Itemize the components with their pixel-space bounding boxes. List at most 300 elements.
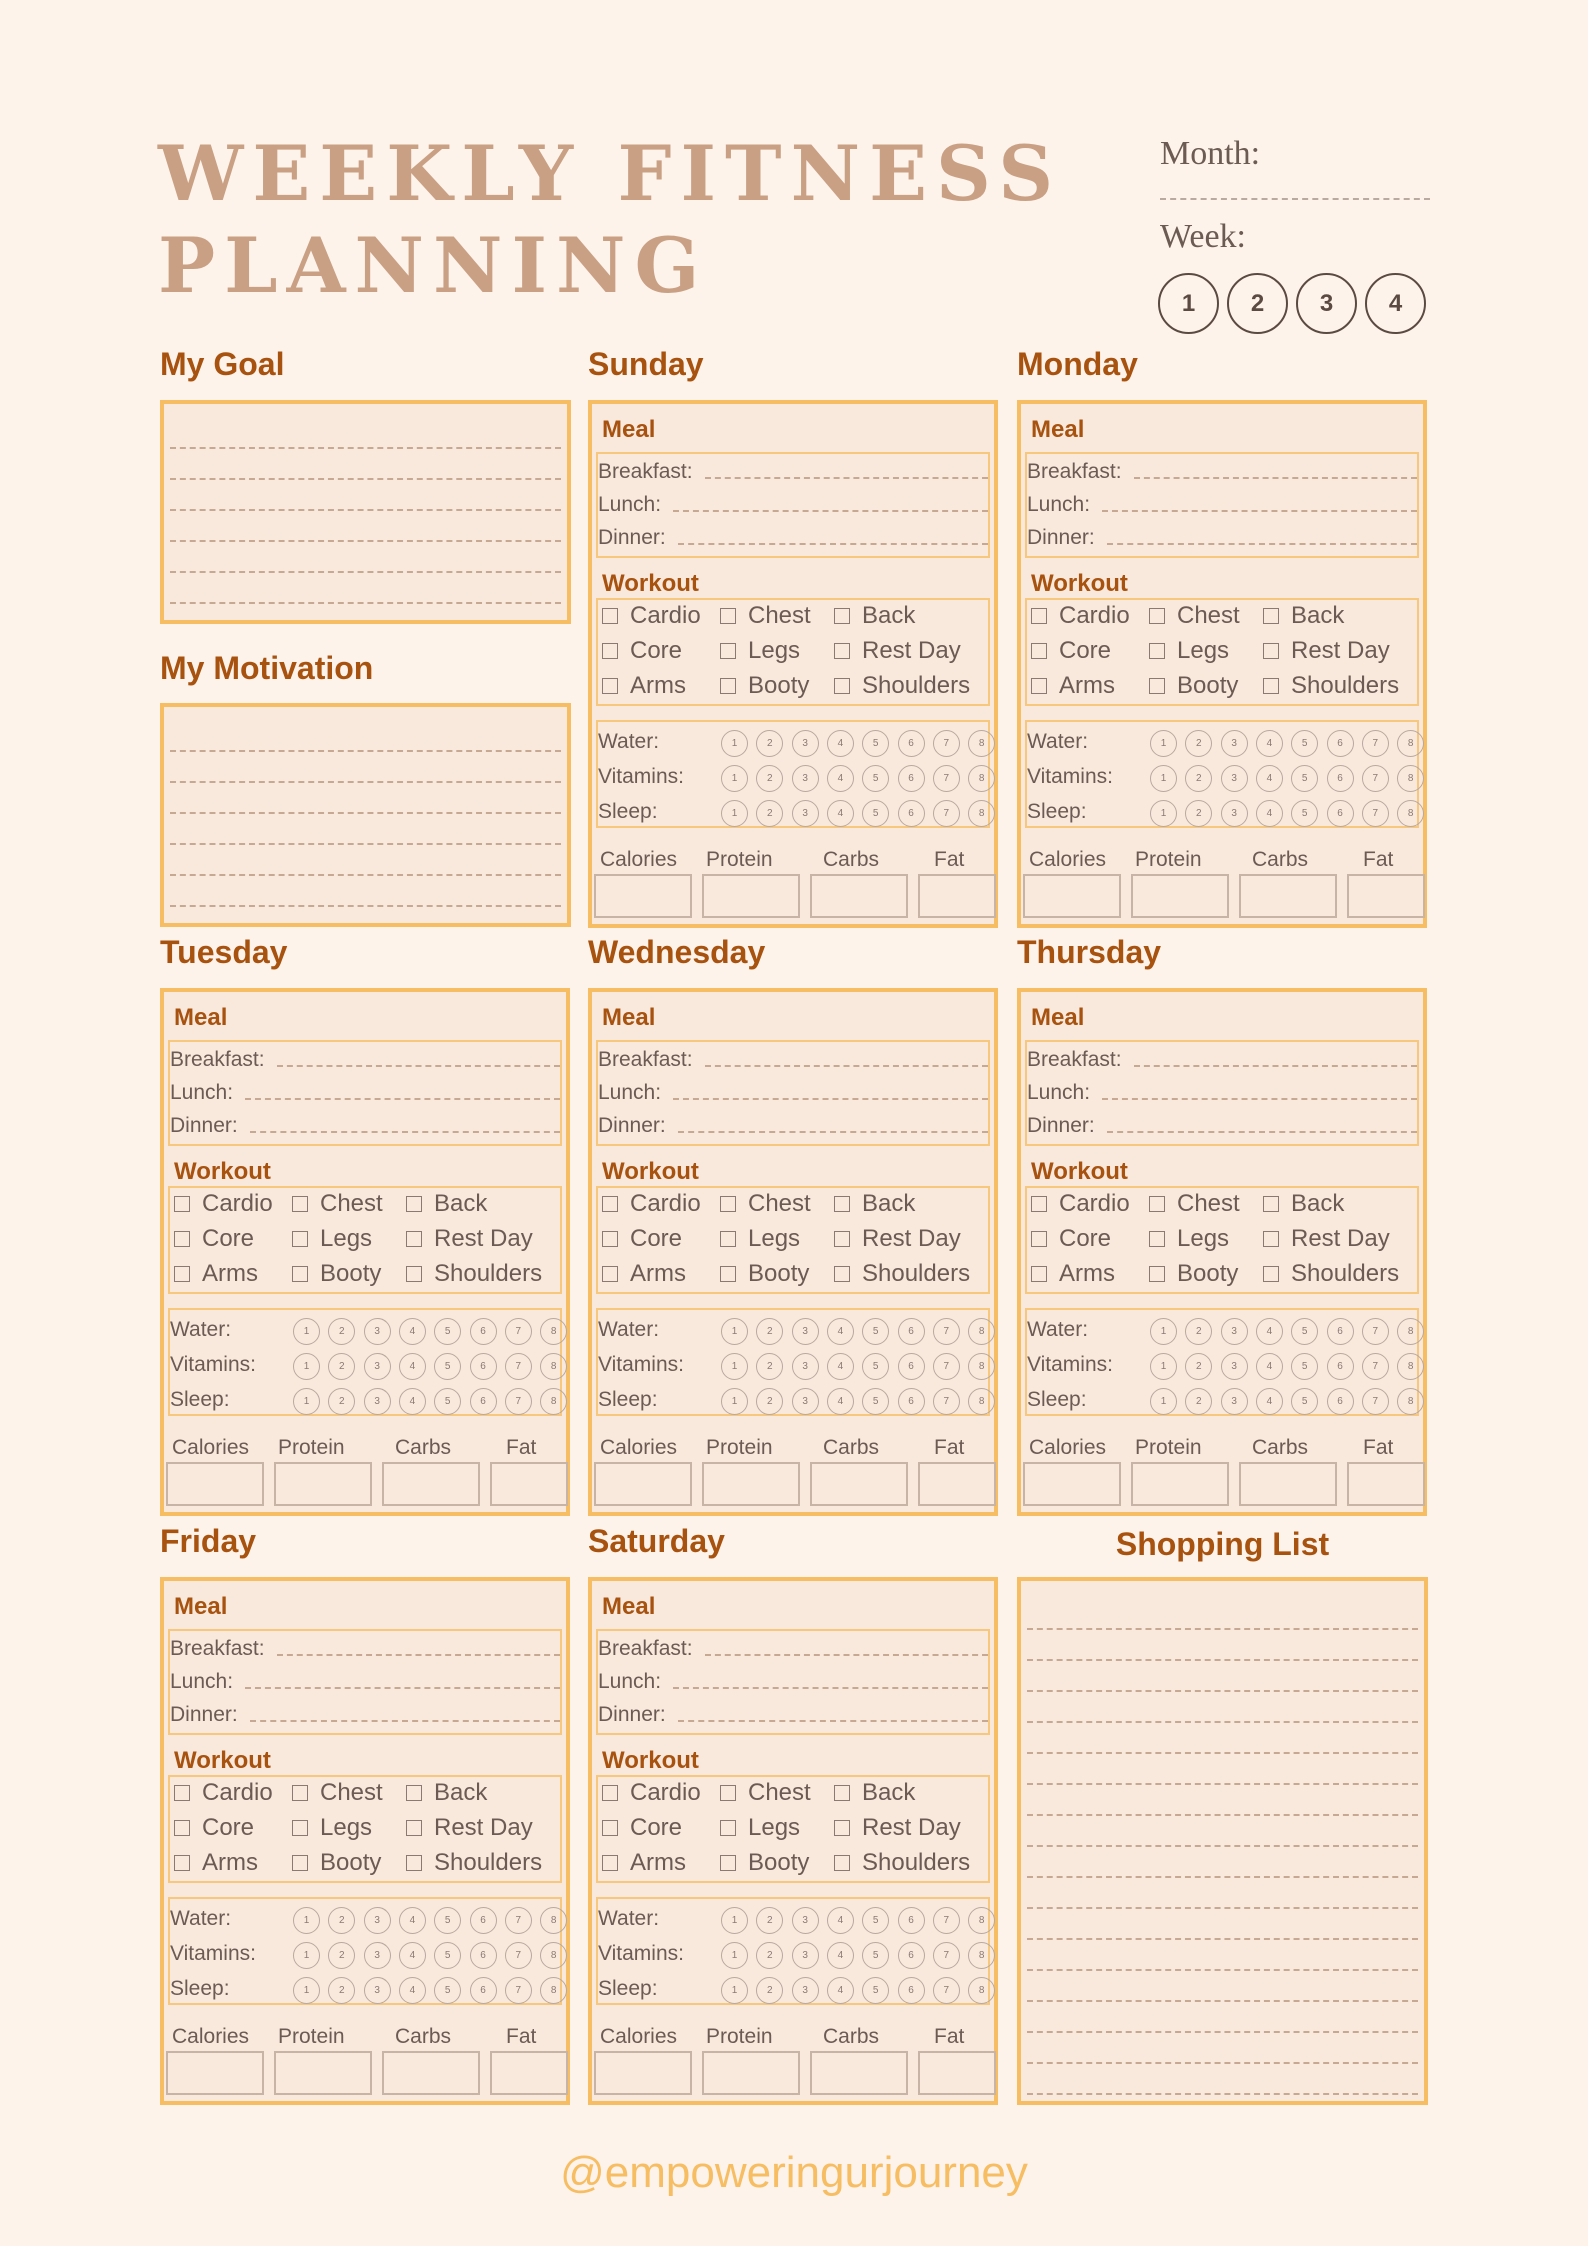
workout-option-arms[interactable]: [174, 1849, 258, 1877]
workout-option-legs[interactable]: [292, 1225, 372, 1253]
tracker-circle[interactable]: 1: [721, 800, 748, 827]
checkbox[interactable]: [602, 1231, 618, 1247]
writing-line[interactable]: [170, 449, 561, 480]
tracker-circle[interactable]: 8: [968, 765, 995, 792]
workout-option-back[interactable]: [834, 1190, 915, 1218]
checkbox[interactable]: [602, 608, 618, 624]
lunch-input[interactable]: [1102, 1081, 1417, 1100]
checkbox[interactable]: [406, 1266, 422, 1282]
tracker-circle[interactable]: 1: [1150, 1388, 1177, 1415]
tracker-circle[interactable]: 5: [434, 1942, 461, 1969]
checkbox[interactable]: [1149, 1266, 1165, 1282]
tracker-circle[interactable]: 5: [434, 1907, 461, 1934]
checkbox[interactable]: [834, 1231, 850, 1247]
macro-input-fat[interactable]: [918, 1462, 996, 1506]
tracker-circle[interactable]: 2: [328, 1318, 355, 1345]
month-input-line[interactable]: [1160, 198, 1430, 200]
tracker-circle[interactable]: 6: [470, 1942, 497, 1969]
checkbox[interactable]: [834, 1785, 850, 1801]
tracker-circle[interactable]: 1: [721, 765, 748, 792]
tracker-circle[interactable]: 7: [505, 1318, 532, 1345]
checkbox[interactable]: [834, 1855, 850, 1871]
tracker-circle[interactable]: 6: [898, 765, 925, 792]
workout-option-rest-day[interactable]: [1263, 1225, 1390, 1253]
tracker-circle[interactable]: 1: [293, 1907, 320, 1934]
checkbox[interactable]: [1149, 678, 1165, 694]
workout-option-back[interactable]: [834, 1779, 915, 1807]
writing-line[interactable]: [1027, 1599, 1418, 1630]
workout-option-arms[interactable]: [602, 1260, 686, 1288]
checkbox[interactable]: [174, 1820, 190, 1836]
checkbox[interactable]: [602, 1820, 618, 1836]
workout-option-arms[interactable]: [602, 672, 686, 700]
tracker-circle[interactable]: 2: [756, 765, 783, 792]
checkbox[interactable]: [1031, 1231, 1047, 1247]
tracker-circle[interactable]: 2: [1185, 1318, 1212, 1345]
tracker-circle[interactable]: 7: [933, 765, 960, 792]
goal-box[interactable]: [160, 400, 571, 624]
tracker-circle[interactable]: 4: [1256, 1353, 1283, 1380]
lunch-input[interactable]: [673, 493, 988, 512]
tracker-circle[interactable]: 2: [756, 1388, 783, 1415]
tracker-circle[interactable]: 4: [1256, 730, 1283, 757]
tracker-circle[interactable]: 2: [1185, 800, 1212, 827]
dinner-input[interactable]: [250, 1703, 560, 1722]
checkbox[interactable]: [406, 1820, 422, 1836]
dinner-input[interactable]: [678, 1703, 988, 1722]
tracker-circle[interactable]: 4: [399, 1388, 426, 1415]
tracker-circle[interactable]: 6: [1327, 765, 1354, 792]
tracker-circle[interactable]: 1: [1150, 1318, 1177, 1345]
checkbox[interactable]: [602, 678, 618, 694]
lunch-input[interactable]: [673, 1670, 988, 1689]
tracker-circle[interactable]: 2: [756, 1942, 783, 1969]
workout-option-back[interactable]: [1263, 602, 1344, 630]
workout-option-core[interactable]: [602, 637, 682, 665]
workout-option-core[interactable]: [602, 1814, 682, 1842]
tracker-circle[interactable]: 6: [898, 1318, 925, 1345]
tracker-circle[interactable]: 4: [827, 1907, 854, 1934]
writing-line[interactable]: [1027, 2064, 1418, 2095]
macro-input-calories[interactable]: [166, 2051, 264, 2095]
macro-input-fat[interactable]: [918, 874, 996, 918]
tracker-circle[interactable]: 7: [505, 1353, 532, 1380]
workout-option-cardio[interactable]: [1031, 602, 1130, 630]
tracker-circle[interactable]: 5: [862, 800, 889, 827]
tracker-circle[interactable]: 5: [862, 765, 889, 792]
macro-input-protein[interactable]: [1131, 1462, 1229, 1506]
checkbox[interactable]: [720, 1266, 736, 1282]
tracker-circle[interactable]: 2: [328, 1942, 355, 1969]
checkbox[interactable]: [720, 1231, 736, 1247]
tracker-circle[interactable]: 6: [898, 1353, 925, 1380]
tracker-circle[interactable]: 7: [1362, 800, 1389, 827]
tracker-circle[interactable]: 1: [293, 1388, 320, 1415]
checkbox[interactable]: [602, 1266, 618, 1282]
writing-line[interactable]: [170, 783, 561, 814]
tracker-circle[interactable]: 4: [1256, 800, 1283, 827]
week-2-circle[interactable]: 2: [1227, 273, 1288, 334]
workout-option-legs[interactable]: [720, 1225, 800, 1253]
checkbox[interactable]: [834, 643, 850, 659]
writing-line[interactable]: [1027, 1971, 1418, 2002]
tracker-circle[interactable]: 2: [328, 1388, 355, 1415]
checkbox[interactable]: [174, 1231, 190, 1247]
shopping-list-box[interactable]: [1017, 1577, 1428, 2105]
tracker-circle[interactable]: 5: [434, 1318, 461, 1345]
tracker-circle[interactable]: 8: [968, 1942, 995, 1969]
checkbox[interactable]: [602, 1196, 618, 1212]
workout-option-booty[interactable]: [720, 672, 809, 700]
checkbox[interactable]: [602, 1785, 618, 1801]
tracker-circle[interactable]: 1: [293, 1318, 320, 1345]
workout-option-chest[interactable]: [720, 1190, 811, 1218]
writing-line[interactable]: [1027, 1630, 1418, 1661]
tracker-circle[interactable]: 4: [827, 1388, 854, 1415]
checkbox[interactable]: [1149, 1231, 1165, 1247]
workout-option-shoulders[interactable]: [834, 672, 970, 700]
tracker-circle[interactable]: 4: [399, 1907, 426, 1934]
tracker-circle[interactable]: 3: [364, 1353, 391, 1380]
checkbox[interactable]: [1149, 643, 1165, 659]
workout-option-chest[interactable]: [292, 1779, 383, 1807]
writing-line[interactable]: [1027, 2033, 1418, 2064]
tracker-circle[interactable]: 3: [792, 730, 819, 757]
tracker-circle[interactable]: 3: [364, 1977, 391, 2004]
macro-input-calories[interactable]: [594, 2051, 692, 2095]
breakfast-input[interactable]: [1134, 1048, 1417, 1067]
tracker-circle[interactable]: 1: [721, 1353, 748, 1380]
checkbox[interactable]: [292, 1266, 308, 1282]
tracker-circle[interactable]: 1: [1150, 1353, 1177, 1380]
tracker-circle[interactable]: 3: [364, 1318, 391, 1345]
writing-line[interactable]: [1027, 2002, 1418, 2033]
tracker-circle[interactable]: 1: [293, 1942, 320, 1969]
tracker-circle[interactable]: 5: [862, 1353, 889, 1380]
lunch-input[interactable]: [245, 1670, 560, 1689]
tracker-circle[interactable]: 4: [827, 1353, 854, 1380]
week-3-circle[interactable]: 3: [1296, 273, 1357, 334]
checkbox[interactable]: [1031, 1266, 1047, 1282]
workout-option-legs[interactable]: [292, 1814, 372, 1842]
tracker-circle[interactable]: 8: [540, 1388, 567, 1415]
workout-option-shoulders[interactable]: [406, 1260, 542, 1288]
tracker-circle[interactable]: 2: [328, 1353, 355, 1380]
checkbox[interactable]: [292, 1820, 308, 1836]
checkbox[interactable]: [720, 643, 736, 659]
workout-option-cardio[interactable]: [602, 1779, 701, 1807]
workout-option-arms[interactable]: [1031, 1260, 1115, 1288]
tracker-circle[interactable]: 7: [1362, 730, 1389, 757]
checkbox[interactable]: [720, 1196, 736, 1212]
tracker-circle[interactable]: 6: [470, 1318, 497, 1345]
tracker-circle[interactable]: 8: [968, 1353, 995, 1380]
tracker-circle[interactable]: 1: [721, 1977, 748, 2004]
checkbox[interactable]: [1263, 608, 1279, 624]
lunch-input[interactable]: [1102, 493, 1417, 512]
checkbox[interactable]: [720, 608, 736, 624]
tracker-circle[interactable]: 5: [1291, 765, 1318, 792]
workout-option-shoulders[interactable]: [406, 1849, 542, 1877]
tracker-circle[interactable]: 5: [1291, 800, 1318, 827]
macro-input-fat[interactable]: [1347, 1462, 1425, 1506]
tracker-circle[interactable]: 5: [1291, 1318, 1318, 1345]
tracker-circle[interactable]: 2: [756, 1907, 783, 1934]
writing-line[interactable]: [170, 845, 561, 876]
tracker-circle[interactable]: 4: [399, 1353, 426, 1380]
workout-option-shoulders[interactable]: [1263, 672, 1399, 700]
macro-input-protein[interactable]: [274, 2051, 372, 2095]
tracker-circle[interactable]: 7: [1362, 1318, 1389, 1345]
tracker-circle[interactable]: 4: [399, 1942, 426, 1969]
tracker-circle[interactable]: 8: [968, 1318, 995, 1345]
checkbox[interactable]: [1031, 678, 1047, 694]
tracker-circle[interactable]: 8: [540, 1353, 567, 1380]
macro-input-carbs[interactable]: [1239, 1462, 1337, 1506]
tracker-circle[interactable]: 5: [862, 1942, 889, 1969]
tracker-circle[interactable]: 3: [1221, 800, 1248, 827]
tracker-circle[interactable]: 5: [434, 1977, 461, 2004]
tracker-circle[interactable]: 5: [434, 1353, 461, 1380]
tracker-circle[interactable]: 3: [792, 1907, 819, 1934]
tracker-circle[interactable]: 6: [898, 1907, 925, 1934]
tracker-circle[interactable]: 7: [505, 1942, 532, 1969]
tracker-circle[interactable]: 5: [862, 1977, 889, 2004]
checkbox[interactable]: [1263, 643, 1279, 659]
dinner-input[interactable]: [678, 526, 988, 545]
week-4-circle[interactable]: 4: [1365, 273, 1426, 334]
tracker-circle[interactable]: 4: [827, 1977, 854, 2004]
tracker-circle[interactable]: 7: [933, 1942, 960, 1969]
macro-input-carbs[interactable]: [382, 1462, 480, 1506]
dinner-input[interactable]: [250, 1114, 560, 1133]
macro-input-calories[interactable]: [594, 1462, 692, 1506]
dinner-input[interactable]: [678, 1114, 988, 1133]
tracker-circle[interactable]: 1: [721, 1942, 748, 1969]
macro-input-protein[interactable]: [702, 1462, 800, 1506]
workout-option-chest[interactable]: [720, 602, 811, 630]
checkbox[interactable]: [1031, 643, 1047, 659]
workout-option-booty[interactable]: [720, 1260, 809, 1288]
tracker-circle[interactable]: 2: [756, 800, 783, 827]
workout-option-back[interactable]: [834, 602, 915, 630]
macro-input-fat[interactable]: [918, 2051, 996, 2095]
tracker-circle[interactable]: 3: [364, 1907, 391, 1934]
tracker-circle[interactable]: 1: [721, 1907, 748, 1934]
checkbox[interactable]: [1149, 608, 1165, 624]
tracker-circle[interactable]: 1: [721, 1318, 748, 1345]
checkbox[interactable]: [406, 1855, 422, 1871]
tracker-circle[interactable]: 1: [293, 1977, 320, 2004]
tracker-circle[interactable]: 3: [792, 1353, 819, 1380]
breakfast-input[interactable]: [705, 1048, 988, 1067]
checkbox[interactable]: [720, 678, 736, 694]
tracker-circle[interactable]: 2: [328, 1977, 355, 2004]
workout-option-shoulders[interactable]: [1263, 1260, 1399, 1288]
writing-line[interactable]: [1027, 1878, 1418, 1909]
tracker-circle[interactable]: 1: [1150, 800, 1177, 827]
workout-option-cardio[interactable]: [602, 602, 701, 630]
writing-line[interactable]: [1027, 1940, 1418, 1971]
checkbox[interactable]: [174, 1855, 190, 1871]
tracker-circle[interactable]: 4: [827, 730, 854, 757]
tracker-circle[interactable]: 4: [399, 1318, 426, 1345]
writing-line[interactable]: [170, 480, 561, 511]
tracker-circle[interactable]: 6: [898, 800, 925, 827]
dinner-input[interactable]: [1107, 1114, 1417, 1133]
workout-option-chest[interactable]: [720, 1779, 811, 1807]
breakfast-input[interactable]: [277, 1048, 560, 1067]
workout-option-chest[interactable]: [1149, 1190, 1240, 1218]
tracker-circle[interactable]: 8: [968, 1907, 995, 1934]
writing-line[interactable]: [170, 752, 561, 783]
tracker-circle[interactable]: 7: [933, 1318, 960, 1345]
tracker-circle[interactable]: 1: [1150, 730, 1177, 757]
tracker-circle[interactable]: 3: [364, 1942, 391, 1969]
lunch-input[interactable]: [245, 1081, 560, 1100]
tracker-circle[interactable]: 4: [827, 1942, 854, 1969]
writing-line[interactable]: [170, 511, 561, 542]
macro-input-protein[interactable]: [1131, 874, 1229, 918]
checkbox[interactable]: [720, 1785, 736, 1801]
macro-input-calories[interactable]: [1023, 874, 1121, 918]
tracker-circle[interactable]: 8: [968, 730, 995, 757]
week-1-circle[interactable]: 1: [1158, 273, 1219, 334]
workout-option-rest-day[interactable]: [406, 1225, 533, 1253]
tracker-circle[interactable]: 5: [434, 1388, 461, 1415]
tracker-circle[interactable]: 7: [505, 1907, 532, 1934]
tracker-circle[interactable]: 7: [1362, 1353, 1389, 1380]
tracker-circle[interactable]: 7: [1362, 1388, 1389, 1415]
checkbox[interactable]: [1263, 678, 1279, 694]
workout-option-back[interactable]: [406, 1190, 487, 1218]
workout-option-booty[interactable]: [292, 1849, 381, 1877]
tracker-circle[interactable]: 2: [1185, 1353, 1212, 1380]
tracker-circle[interactable]: 4: [827, 765, 854, 792]
writing-line[interactable]: [170, 814, 561, 845]
tracker-circle[interactable]: 3: [792, 1388, 819, 1415]
workout-option-cardio[interactable]: [174, 1779, 273, 1807]
tracker-circle[interactable]: 8: [1397, 765, 1424, 792]
tracker-circle[interactable]: 2: [328, 1907, 355, 1934]
tracker-circle[interactable]: 3: [1221, 1318, 1248, 1345]
tracker-circle[interactable]: 5: [1291, 730, 1318, 757]
writing-line[interactable]: [1027, 1723, 1418, 1754]
tracker-circle[interactable]: 8: [1397, 1388, 1424, 1415]
tracker-circle[interactable]: 3: [1221, 730, 1248, 757]
tracker-circle[interactable]: 8: [968, 1977, 995, 2004]
checkbox[interactable]: [834, 1196, 850, 1212]
writing-line[interactable]: [170, 721, 561, 752]
macro-input-calories[interactable]: [594, 874, 692, 918]
tracker-circle[interactable]: 1: [1150, 765, 1177, 792]
checkbox[interactable]: [1031, 1196, 1047, 1212]
writing-line[interactable]: [1027, 1661, 1418, 1692]
macro-input-protein[interactable]: [274, 1462, 372, 1506]
workout-option-rest-day[interactable]: [834, 637, 961, 665]
checkbox[interactable]: [720, 1820, 736, 1836]
writing-line[interactable]: [1027, 1754, 1418, 1785]
workout-option-core[interactable]: [1031, 1225, 1111, 1253]
tracker-circle[interactable]: 6: [470, 1353, 497, 1380]
tracker-circle[interactable]: 6: [470, 1907, 497, 1934]
checkbox[interactable]: [720, 1855, 736, 1871]
tracker-circle[interactable]: 8: [968, 800, 995, 827]
writing-line[interactable]: [1027, 1692, 1418, 1723]
tracker-circle[interactable]: 4: [1256, 1318, 1283, 1345]
tracker-circle[interactable]: 8: [1397, 730, 1424, 757]
macro-input-carbs[interactable]: [810, 1462, 908, 1506]
writing-line[interactable]: [1027, 1816, 1418, 1847]
workout-option-chest[interactable]: [292, 1190, 383, 1218]
workout-option-core[interactable]: [174, 1225, 254, 1253]
checkbox[interactable]: [1263, 1231, 1279, 1247]
writing-line[interactable]: [1027, 1909, 1418, 1940]
tracker-circle[interactable]: 4: [827, 1318, 854, 1345]
checkbox[interactable]: [174, 1266, 190, 1282]
workout-option-rest-day[interactable]: [834, 1814, 961, 1842]
workout-option-core[interactable]: [1031, 637, 1111, 665]
checkbox[interactable]: [406, 1785, 422, 1801]
tracker-circle[interactable]: 2: [1185, 1388, 1212, 1415]
workout-option-booty[interactable]: [1149, 1260, 1238, 1288]
workout-option-rest-day[interactable]: [406, 1814, 533, 1842]
workout-option-chest[interactable]: [1149, 602, 1240, 630]
tracker-circle[interactable]: 1: [293, 1353, 320, 1380]
workout-option-legs[interactable]: [720, 1814, 800, 1842]
checkbox[interactable]: [174, 1196, 190, 1212]
tracker-circle[interactable]: 2: [1185, 730, 1212, 757]
tracker-circle[interactable]: 8: [1397, 1318, 1424, 1345]
checkbox[interactable]: [834, 1820, 850, 1836]
tracker-circle[interactable]: 7: [933, 800, 960, 827]
checkbox[interactable]: [174, 1785, 190, 1801]
workout-option-booty[interactable]: [1149, 672, 1238, 700]
workout-option-rest-day[interactable]: [1263, 637, 1390, 665]
checkbox[interactable]: [292, 1231, 308, 1247]
checkbox[interactable]: [834, 678, 850, 694]
writing-line[interactable]: [170, 876, 561, 907]
tracker-circle[interactable]: 2: [1185, 765, 1212, 792]
dinner-input[interactable]: [1107, 526, 1417, 545]
workout-option-shoulders[interactable]: [834, 1849, 970, 1877]
workout-option-core[interactable]: [602, 1225, 682, 1253]
macro-input-fat[interactable]: [1347, 874, 1425, 918]
tracker-circle[interactable]: 5: [862, 1907, 889, 1934]
macro-input-fat[interactable]: [490, 1462, 568, 1506]
tracker-circle[interactable]: 3: [1221, 1353, 1248, 1380]
tracker-circle[interactable]: 3: [792, 1942, 819, 1969]
tracker-circle[interactable]: 8: [540, 1942, 567, 1969]
writing-line[interactable]: [170, 542, 561, 573]
tracker-circle[interactable]: 7: [933, 1907, 960, 1934]
workout-option-cardio[interactable]: [174, 1190, 273, 1218]
tracker-circle[interactable]: 7: [933, 1353, 960, 1380]
macro-input-protein[interactable]: [702, 2051, 800, 2095]
workout-option-back[interactable]: [1263, 1190, 1344, 1218]
breakfast-input[interactable]: [705, 460, 988, 479]
workout-option-arms[interactable]: [1031, 672, 1115, 700]
tracker-circle[interactable]: 1: [721, 730, 748, 757]
checkbox[interactable]: [292, 1785, 308, 1801]
checkbox[interactable]: [1263, 1266, 1279, 1282]
tracker-circle[interactable]: 5: [1291, 1353, 1318, 1380]
macro-input-fat[interactable]: [490, 2051, 568, 2095]
tracker-circle[interactable]: 6: [898, 1977, 925, 2004]
workout-option-rest-day[interactable]: [834, 1225, 961, 1253]
writing-line[interactable]: [1027, 1785, 1418, 1816]
workout-option-arms[interactable]: [602, 1849, 686, 1877]
